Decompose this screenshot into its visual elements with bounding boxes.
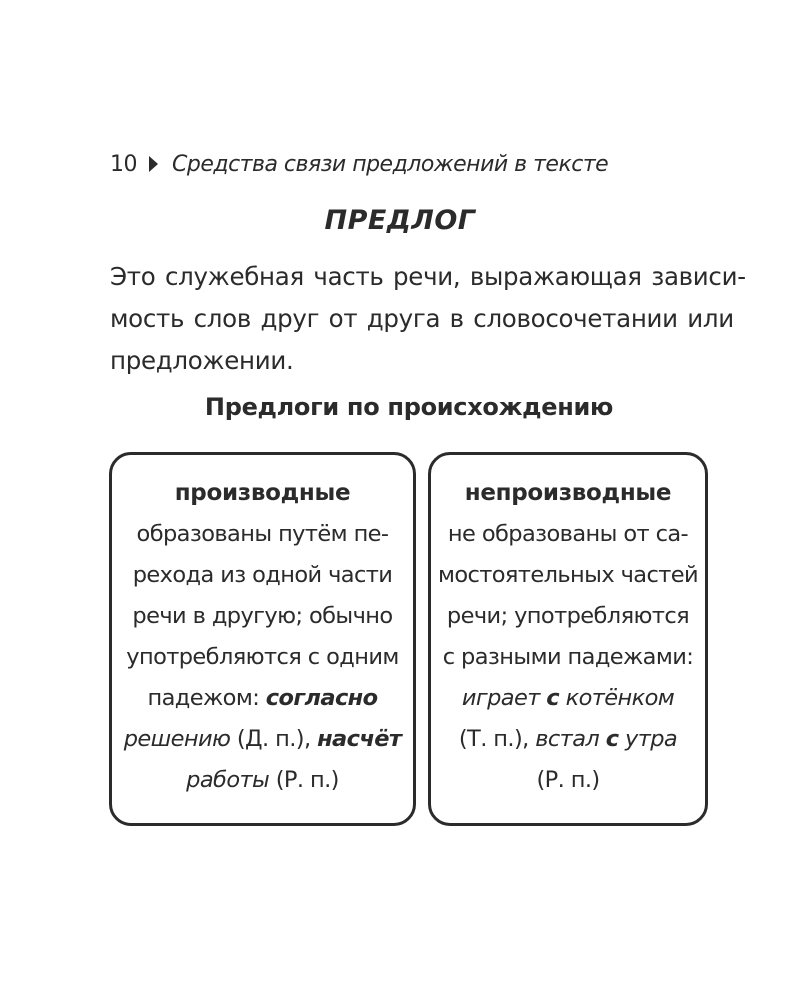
running-header	[110, 147, 608, 181]
primary-prepositions-card	[428, 452, 708, 826]
card-line: с разными падежами:	[442, 644, 694, 670]
classification-heading: Предлоги по происхождению	[204, 393, 614, 421]
example-word: решению	[123, 726, 231, 752]
case-note: (Р. п.)	[269, 767, 339, 793]
card-title-primary: непроизводные	[464, 480, 672, 506]
card-line: образованы путём пе-	[136, 521, 389, 547]
definition-line: Это служебная часть речи, выражающая зависи-	[110, 262, 746, 291]
card-line: речи; употребляются	[446, 603, 690, 629]
definition-line: предложении.	[110, 346, 294, 375]
card-line	[112, 760, 413, 801]
card-line	[431, 719, 705, 760]
example-word: встал	[535, 726, 606, 752]
card-line: рехода из одной части	[132, 562, 393, 588]
card-text: падежом:	[147, 685, 266, 711]
card-line	[431, 678, 705, 719]
example-preposition: с	[605, 726, 619, 752]
example-word: утра	[618, 726, 678, 752]
card-line: употребляются с одним	[126, 644, 399, 670]
card-line	[112, 678, 413, 719]
definition-line: мость слов друг от друга в словосочетании или	[110, 304, 734, 333]
card-line: мостоятельных частей	[437, 562, 699, 588]
case-note: (Т. п.),	[458, 726, 536, 752]
page-number: 10	[110, 151, 137, 177]
card-title-derived: производные	[174, 480, 351, 506]
card-line: не образованы от са-	[447, 521, 689, 547]
triangle-arrow-icon	[149, 156, 158, 172]
card-line: (Р. п.)	[536, 767, 600, 793]
definition-paragraph	[110, 256, 746, 382]
example-preposition: насчёт	[317, 726, 402, 752]
example-preposition: согласно	[265, 685, 378, 711]
card-line	[112, 719, 413, 760]
case-note: (Д. п.),	[230, 726, 318, 752]
derived-prepositions-card	[109, 452, 416, 826]
section-title: Средства связи предложений в тексте	[172, 151, 609, 177]
page-heading: ПРЕДЛОГ	[324, 205, 476, 236]
example-word: играет	[461, 685, 547, 711]
card-line: речи в другую; обычно	[132, 603, 393, 629]
example-preposition: с	[546, 685, 560, 711]
example-word: работы	[186, 767, 270, 793]
example-word: котёнком	[559, 685, 675, 711]
